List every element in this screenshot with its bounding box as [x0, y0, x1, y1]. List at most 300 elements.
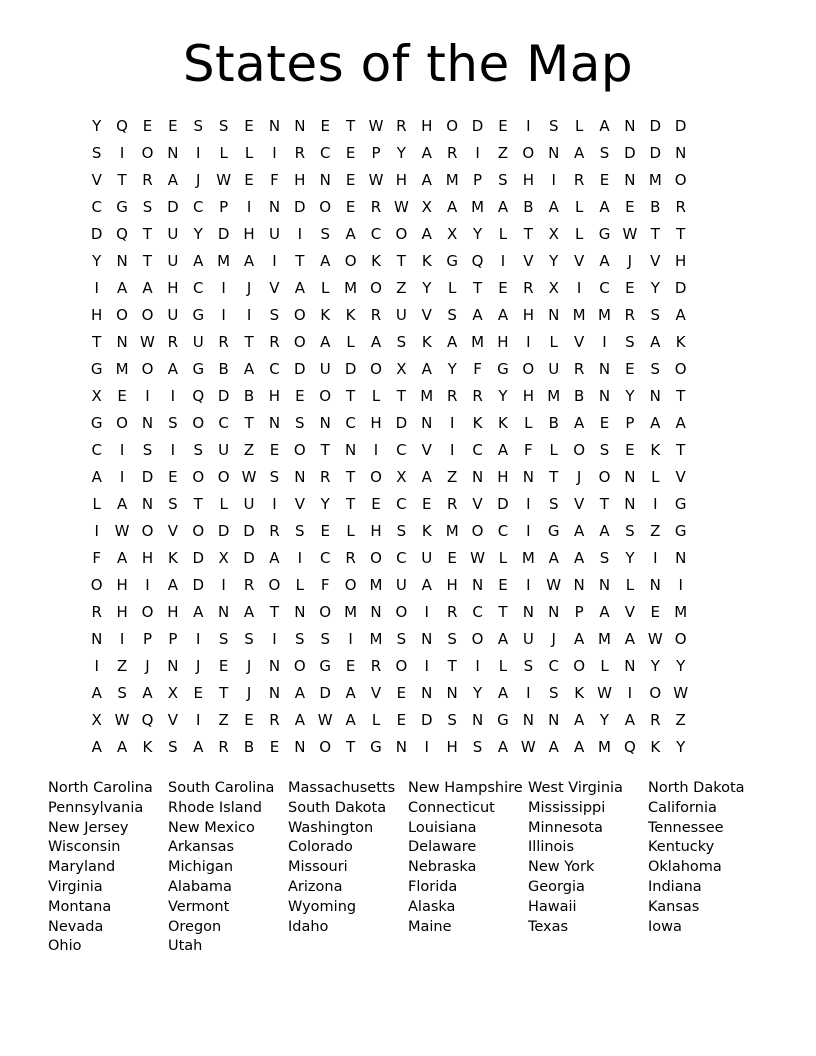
grid-cell[interactable]: G	[446, 251, 458, 270]
grid-cell[interactable]: C	[548, 656, 559, 675]
grid-cell[interactable]: D	[192, 575, 205, 594]
grid-cell[interactable]: N	[294, 116, 306, 135]
grid-cell[interactable]: W	[546, 575, 562, 594]
grid-cell[interactable]: H	[446, 737, 458, 756]
grid-cell[interactable]: O	[446, 116, 459, 135]
grid-cell[interactable]: N	[319, 413, 331, 432]
grid-cell[interactable]: G	[116, 197, 128, 216]
grid-cell[interactable]: C	[91, 197, 102, 216]
grid-cell[interactable]: T	[396, 251, 406, 270]
grid-cell[interactable]: S	[650, 359, 661, 378]
grid-cell[interactable]: H	[522, 170, 534, 189]
grid-cell[interactable]: T	[396, 386, 406, 405]
grid-cell[interactable]: E	[599, 170, 610, 189]
grid-cell[interactable]: A	[599, 602, 610, 621]
grid-cell[interactable]: Y	[472, 683, 483, 702]
grid-cell[interactable]: S	[523, 656, 534, 675]
grid-cell[interactable]: M	[598, 629, 611, 648]
grid-cell[interactable]: Z	[218, 710, 229, 729]
grid-cell[interactable]: Y	[447, 359, 457, 378]
grid-cell[interactable]: J	[576, 467, 582, 486]
grid-cell[interactable]: W	[114, 710, 130, 729]
grid-cell[interactable]: A	[320, 332, 331, 351]
grid-cell[interactable]: S	[599, 440, 610, 459]
grid-cell[interactable]: P	[142, 629, 152, 648]
grid-cell[interactable]: S	[295, 521, 305, 540]
grid-cell[interactable]: A	[116, 278, 128, 297]
grid-cell[interactable]: W	[470, 548, 485, 567]
grid-cell[interactable]: S	[218, 629, 229, 648]
grid-cell[interactable]: Y	[422, 278, 432, 297]
grid-cell[interactable]: T	[117, 170, 127, 189]
grid-cell[interactable]: I	[653, 494, 658, 513]
grid-cell[interactable]: H	[421, 116, 433, 135]
grid-cell[interactable]: E	[345, 170, 356, 189]
grid-cell[interactable]: V	[472, 494, 483, 513]
grid-cell[interactable]: I	[526, 683, 531, 702]
grid-cell[interactable]: I	[653, 548, 658, 567]
grid-cell[interactable]: Y	[320, 494, 330, 513]
grid-cell[interactable]: A	[573, 548, 585, 567]
grid-cell[interactable]: I	[119, 467, 125, 486]
grid-cell[interactable]: I	[449, 413, 455, 432]
grid-cell[interactable]: T	[142, 251, 153, 270]
grid-cell[interactable]: A	[650, 332, 661, 351]
grid-cell[interactable]: K	[421, 251, 432, 270]
grid-cell[interactable]: Y	[625, 386, 635, 405]
grid-cell[interactable]: S	[269, 467, 280, 486]
grid-cell[interactable]: X	[91, 710, 102, 729]
grid-cell[interactable]: T	[142, 224, 153, 243]
grid-cell[interactable]: O	[370, 278, 382, 297]
grid-cell[interactable]: S	[320, 629, 330, 648]
grid-cell[interactable]: I	[297, 224, 303, 243]
grid-cell[interactable]: H	[370, 413, 382, 432]
grid-cell[interactable]: O	[293, 656, 306, 675]
grid-cell[interactable]: O	[192, 521, 205, 540]
grid-cell[interactable]: M	[217, 251, 231, 270]
grid-cell[interactable]: L	[219, 494, 228, 513]
grid-cell[interactable]: I	[526, 575, 531, 594]
grid-cell[interactable]: W	[114, 521, 130, 540]
grid-cell[interactable]: N	[268, 413, 281, 432]
grid-cell[interactable]: C	[269, 359, 280, 378]
grid-cell[interactable]: C	[319, 548, 331, 567]
grid-cell[interactable]: B	[548, 413, 559, 432]
grid-cell[interactable]: P	[219, 197, 229, 216]
grid-cell[interactable]: N	[294, 467, 306, 486]
grid-cell[interactable]: N	[598, 386, 611, 405]
grid-cell[interactable]: B	[243, 737, 255, 756]
grid-cell[interactable]: A	[167, 575, 178, 594]
grid-cell[interactable]: O	[192, 467, 205, 486]
grid-cell[interactable]: Q	[471, 251, 484, 270]
grid-cell[interactable]: D	[243, 548, 255, 567]
grid-cell[interactable]: N	[624, 656, 636, 675]
grid-cell[interactable]: F	[270, 170, 279, 189]
grid-cell[interactable]: A	[421, 224, 432, 243]
grid-cell[interactable]: O	[268, 575, 281, 594]
grid-cell[interactable]: H	[370, 521, 382, 540]
grid-cell[interactable]: D	[471, 116, 484, 135]
grid-cell[interactable]: Q	[623, 737, 636, 756]
grid-cell[interactable]: P	[625, 413, 635, 432]
grid-cell[interactable]: O	[370, 467, 382, 486]
grid-cell[interactable]: X	[421, 197, 432, 216]
grid-cell[interactable]: N	[471, 710, 484, 729]
grid-cell[interactable]: I	[602, 332, 607, 351]
grid-cell[interactable]: R	[91, 602, 102, 621]
grid-cell[interactable]: U	[218, 440, 230, 459]
grid-cell[interactable]: K	[574, 683, 585, 702]
grid-cell[interactable]: R	[319, 467, 331, 486]
grid-cell[interactable]: Q	[192, 386, 205, 405]
grid-cell[interactable]: A	[345, 683, 356, 702]
grid-cell[interactable]: H	[116, 575, 128, 594]
grid-cell[interactable]: M	[115, 359, 129, 378]
grid-cell[interactable]: A	[573, 629, 585, 648]
grid-cell[interactable]: S	[548, 683, 559, 702]
grid-cell[interactable]: S	[142, 197, 153, 216]
grid-cell[interactable]: A	[548, 737, 559, 756]
grid-cell[interactable]: S	[295, 413, 305, 432]
grid-cell[interactable]: D	[420, 710, 433, 729]
grid-cell[interactable]: L	[346, 332, 355, 351]
grid-cell[interactable]: P	[371, 143, 381, 162]
grid-cell[interactable]: C	[218, 413, 229, 432]
grid-cell[interactable]: A	[243, 251, 255, 270]
grid-cell[interactable]: L	[600, 656, 609, 675]
grid-cell[interactable]: F	[320, 575, 330, 594]
grid-cell[interactable]: G	[90, 413, 103, 432]
grid-cell[interactable]: R	[370, 197, 382, 216]
grid-cell[interactable]: L	[651, 467, 660, 486]
grid-cell[interactable]: A	[91, 467, 102, 486]
grid-cell[interactable]: N	[548, 305, 560, 324]
grid-cell[interactable]: N	[624, 494, 636, 513]
grid-cell[interactable]: N	[421, 683, 433, 702]
grid-cell[interactable]: C	[497, 521, 509, 540]
grid-cell[interactable]: C	[370, 224, 382, 243]
grid-cell[interactable]: Z	[447, 467, 458, 486]
grid-cell[interactable]: D	[294, 197, 306, 216]
grid-cell[interactable]: S	[599, 143, 610, 162]
grid-cell[interactable]: K	[167, 548, 178, 567]
grid-cell[interactable]: O	[471, 629, 484, 648]
grid-cell[interactable]: I	[576, 278, 582, 297]
grid-cell[interactable]: Z	[396, 278, 407, 297]
grid-cell[interactable]: N	[141, 413, 154, 432]
grid-cell[interactable]: S	[548, 494, 559, 513]
grid-cell[interactable]: C	[396, 494, 407, 513]
grid-cell[interactable]: I	[94, 278, 99, 297]
grid-cell[interactable]: V	[167, 710, 178, 729]
grid-cell[interactable]: N	[675, 548, 687, 567]
grid-cell[interactable]: H	[268, 386, 281, 405]
grid-cell[interactable]: F	[524, 440, 533, 459]
grid-cell[interactable]: R	[269, 710, 280, 729]
grid-cell[interactable]: Y	[650, 278, 660, 297]
grid-cell[interactable]: I	[526, 116, 531, 135]
grid-cell[interactable]: I	[424, 602, 429, 621]
grid-cell[interactable]: I	[196, 143, 201, 162]
grid-cell[interactable]: S	[472, 737, 483, 756]
grid-cell[interactable]: T	[599, 494, 610, 513]
grid-cell[interactable]: N	[167, 656, 179, 675]
grid-cell[interactable]: A	[193, 251, 204, 270]
grid-cell[interactable]: C	[599, 278, 610, 297]
grid-cell[interactable]: I	[475, 656, 480, 675]
grid-cell[interactable]: K	[472, 413, 483, 432]
grid-cell[interactable]: X	[218, 548, 229, 567]
grid-cell[interactable]: V	[573, 251, 585, 270]
grid-cell[interactable]: H	[395, 170, 408, 189]
grid-cell[interactable]: R	[345, 548, 356, 567]
grid-cell[interactable]: W	[140, 332, 155, 351]
grid-cell[interactable]: N	[319, 170, 331, 189]
grid-cell[interactable]: A	[599, 197, 610, 216]
grid-cell[interactable]: R	[142, 170, 153, 189]
grid-cell[interactable]: T	[498, 602, 508, 621]
grid-cell[interactable]: A	[142, 278, 153, 297]
grid-cell[interactable]: I	[526, 494, 531, 513]
grid-cell[interactable]: D	[167, 197, 179, 216]
grid-cell[interactable]: T	[244, 332, 254, 351]
grid-cell[interactable]: O	[192, 413, 205, 432]
grid-cell[interactable]: I	[348, 629, 353, 648]
grid-cell[interactable]: W	[317, 710, 333, 729]
grid-cell[interactable]: D	[344, 359, 357, 378]
grid-cell[interactable]: I	[272, 143, 277, 162]
grid-cell[interactable]: I	[221, 278, 226, 297]
grid-cell[interactable]: V	[523, 251, 534, 270]
grid-cell[interactable]: N	[116, 251, 128, 270]
grid-cell[interactable]: R	[370, 305, 382, 324]
grid-cell[interactable]: A	[421, 143, 432, 162]
grid-cell[interactable]: D	[395, 413, 408, 432]
grid-cell[interactable]: E	[244, 116, 254, 135]
grid-cell[interactable]: K	[371, 251, 381, 270]
grid-cell[interactable]: V	[573, 332, 585, 351]
grid-cell[interactable]: U	[395, 575, 407, 594]
grid-cell[interactable]: G	[497, 710, 509, 729]
grid-cell[interactable]: A	[320, 251, 331, 270]
grid-cell[interactable]: I	[500, 251, 506, 270]
grid-cell[interactable]: M	[674, 602, 688, 621]
grid-cell[interactable]: T	[346, 494, 356, 513]
grid-cell[interactable]: O	[293, 332, 306, 351]
grid-cell[interactable]: K	[345, 305, 356, 324]
grid-cell[interactable]: L	[549, 440, 558, 459]
grid-cell[interactable]: H	[141, 548, 154, 567]
grid-cell[interactable]: Z	[116, 656, 128, 675]
grid-cell[interactable]: W	[393, 197, 409, 216]
grid-cell[interactable]: S	[269, 305, 280, 324]
grid-cell[interactable]: E	[269, 440, 280, 459]
grid-cell[interactable]: L	[574, 224, 584, 243]
grid-cell[interactable]: I	[145, 575, 150, 594]
grid-cell[interactable]: C	[396, 440, 407, 459]
grid-cell[interactable]: O	[522, 143, 535, 162]
grid-cell[interactable]: T	[346, 386, 356, 405]
grid-cell[interactable]: S	[447, 710, 457, 729]
grid-cell[interactable]: N	[548, 602, 560, 621]
grid-cell[interactable]: S	[625, 332, 635, 351]
grid-cell[interactable]: M	[369, 575, 383, 594]
grid-cell[interactable]: L	[447, 278, 457, 297]
grid-cell[interactable]: E	[295, 386, 305, 405]
grid-cell[interactable]: M	[420, 386, 434, 405]
grid-cell[interactable]: C	[472, 602, 483, 621]
grid-cell[interactable]: B	[650, 197, 661, 216]
grid-cell[interactable]: N	[421, 413, 433, 432]
grid-cell[interactable]: N	[598, 575, 611, 594]
grid-cell[interactable]: Y	[549, 251, 559, 270]
grid-cell[interactable]: N	[116, 332, 128, 351]
grid-cell[interactable]: N	[624, 467, 636, 486]
grid-cell[interactable]: O	[319, 197, 332, 216]
grid-cell[interactable]: Y	[676, 737, 686, 756]
grid-cell[interactable]: E	[117, 386, 127, 405]
grid-cell[interactable]: A	[675, 305, 686, 324]
grid-cell[interactable]: W	[368, 170, 384, 189]
grid-cell[interactable]: I	[221, 305, 226, 324]
grid-cell[interactable]: A	[243, 602, 255, 621]
grid-cell[interactable]: N	[649, 386, 661, 405]
grid-cell[interactable]: D	[649, 143, 662, 162]
grid-cell[interactable]: I	[196, 629, 201, 648]
grid-cell[interactable]: A	[573, 413, 585, 432]
grid-cell[interactable]: K	[650, 737, 661, 756]
grid-cell[interactable]: D	[674, 278, 687, 297]
grid-cell[interactable]: I	[272, 494, 277, 513]
grid-cell[interactable]: O	[395, 224, 408, 243]
grid-cell[interactable]: N	[268, 197, 281, 216]
grid-cell[interactable]: R	[269, 521, 280, 540]
grid-cell[interactable]: H	[243, 224, 255, 243]
grid-cell[interactable]: L	[549, 332, 558, 351]
grid-cell[interactable]: E	[218, 656, 229, 675]
grid-cell[interactable]: O	[598, 467, 611, 486]
grid-cell[interactable]: G	[598, 224, 611, 243]
grid-cell[interactable]: C	[193, 278, 204, 297]
grid-cell[interactable]: J	[246, 683, 252, 702]
grid-cell[interactable]: V	[167, 521, 178, 540]
grid-cell[interactable]: J	[196, 656, 201, 675]
grid-cell[interactable]: X	[396, 359, 407, 378]
grid-cell[interactable]: M	[445, 521, 459, 540]
grid-cell[interactable]: O	[395, 656, 408, 675]
grid-cell[interactable]: A	[116, 737, 128, 756]
grid-cell[interactable]: I	[246, 305, 252, 324]
grid-cell[interactable]: L	[371, 386, 381, 405]
grid-cell[interactable]: I	[373, 440, 379, 459]
grid-cell[interactable]: R	[396, 116, 407, 135]
grid-cell[interactable]: T	[295, 251, 305, 270]
grid-cell[interactable]: D	[497, 494, 509, 513]
grid-cell[interactable]: C	[396, 548, 407, 567]
grid-cell[interactable]: S	[650, 305, 661, 324]
grid-cell[interactable]: D	[217, 386, 230, 405]
grid-cell[interactable]: S	[599, 548, 610, 567]
grid-cell[interactable]: G	[674, 521, 687, 540]
grid-cell[interactable]: Y	[92, 251, 102, 270]
grid-cell[interactable]: V	[370, 683, 382, 702]
grid-cell[interactable]: I	[246, 197, 252, 216]
grid-cell[interactable]: M	[598, 737, 611, 756]
grid-cell[interactable]: R	[650, 710, 661, 729]
grid-cell[interactable]: O	[217, 467, 230, 486]
grid-cell[interactable]: N	[446, 683, 458, 702]
grid-cell[interactable]: D	[217, 521, 230, 540]
grid-cell[interactable]: O	[370, 359, 382, 378]
grid-cell[interactable]: O	[522, 359, 535, 378]
grid-cell[interactable]: Y	[193, 224, 203, 243]
grid-cell[interactable]: U	[167, 251, 179, 270]
grid-cell[interactable]: X	[447, 224, 458, 243]
grid-cell[interactable]: O	[344, 251, 357, 270]
grid-cell[interactable]: X	[167, 683, 178, 702]
grid-cell[interactable]: O	[319, 602, 332, 621]
grid-cell[interactable]: A	[624, 629, 636, 648]
grid-cell[interactable]: S	[295, 629, 305, 648]
grid-cell[interactable]: X	[548, 224, 559, 243]
grid-cell[interactable]: G	[497, 359, 509, 378]
grid-cell[interactable]: N	[471, 575, 484, 594]
grid-cell[interactable]: Y	[92, 116, 102, 135]
grid-cell[interactable]: P	[168, 629, 178, 648]
grid-cell[interactable]: V	[573, 494, 585, 513]
grid-cell[interactable]: A	[497, 737, 509, 756]
grid-cell[interactable]: Y	[396, 143, 406, 162]
grid-cell[interactable]: U	[522, 629, 534, 648]
grid-cell[interactable]: S	[396, 629, 407, 648]
grid-cell[interactable]: O	[573, 656, 586, 675]
grid-cell[interactable]: E	[625, 278, 635, 297]
grid-cell[interactable]: N	[548, 143, 560, 162]
grid-cell[interactable]: E	[650, 602, 661, 621]
grid-cell[interactable]: K	[421, 521, 432, 540]
grid-cell[interactable]: R	[675, 197, 686, 216]
grid-cell[interactable]: N	[548, 710, 560, 729]
grid-cell[interactable]: T	[219, 683, 229, 702]
grid-cell[interactable]: A	[142, 683, 153, 702]
grid-cell[interactable]: E	[396, 683, 407, 702]
grid-cell[interactable]: E	[599, 413, 610, 432]
grid-cell[interactable]: W	[647, 629, 663, 648]
grid-cell[interactable]: V	[269, 278, 280, 297]
grid-cell[interactable]: A	[421, 170, 432, 189]
grid-cell[interactable]: A	[497, 305, 509, 324]
grid-cell[interactable]: Y	[625, 548, 635, 567]
grid-cell[interactable]: A	[116, 548, 128, 567]
grid-cell[interactable]: E	[345, 656, 356, 675]
grid-cell[interactable]: K	[650, 440, 661, 459]
grid-cell[interactable]: J	[627, 251, 633, 270]
grid-cell[interactable]: I	[196, 710, 201, 729]
grid-cell[interactable]: S	[168, 413, 178, 432]
grid-cell[interactable]: N	[141, 494, 154, 513]
grid-cell[interactable]: A	[548, 548, 559, 567]
grid-cell[interactable]: W	[673, 683, 689, 702]
grid-cell[interactable]: A	[91, 683, 102, 702]
grid-cell[interactable]: L	[371, 710, 381, 729]
grid-cell[interactable]: T	[447, 656, 457, 675]
grid-cell[interactable]: O	[141, 602, 154, 621]
grid-cell[interactable]: U	[167, 224, 179, 243]
grid-cell[interactable]: S	[218, 116, 229, 135]
grid-cell[interactable]: A	[294, 278, 305, 297]
